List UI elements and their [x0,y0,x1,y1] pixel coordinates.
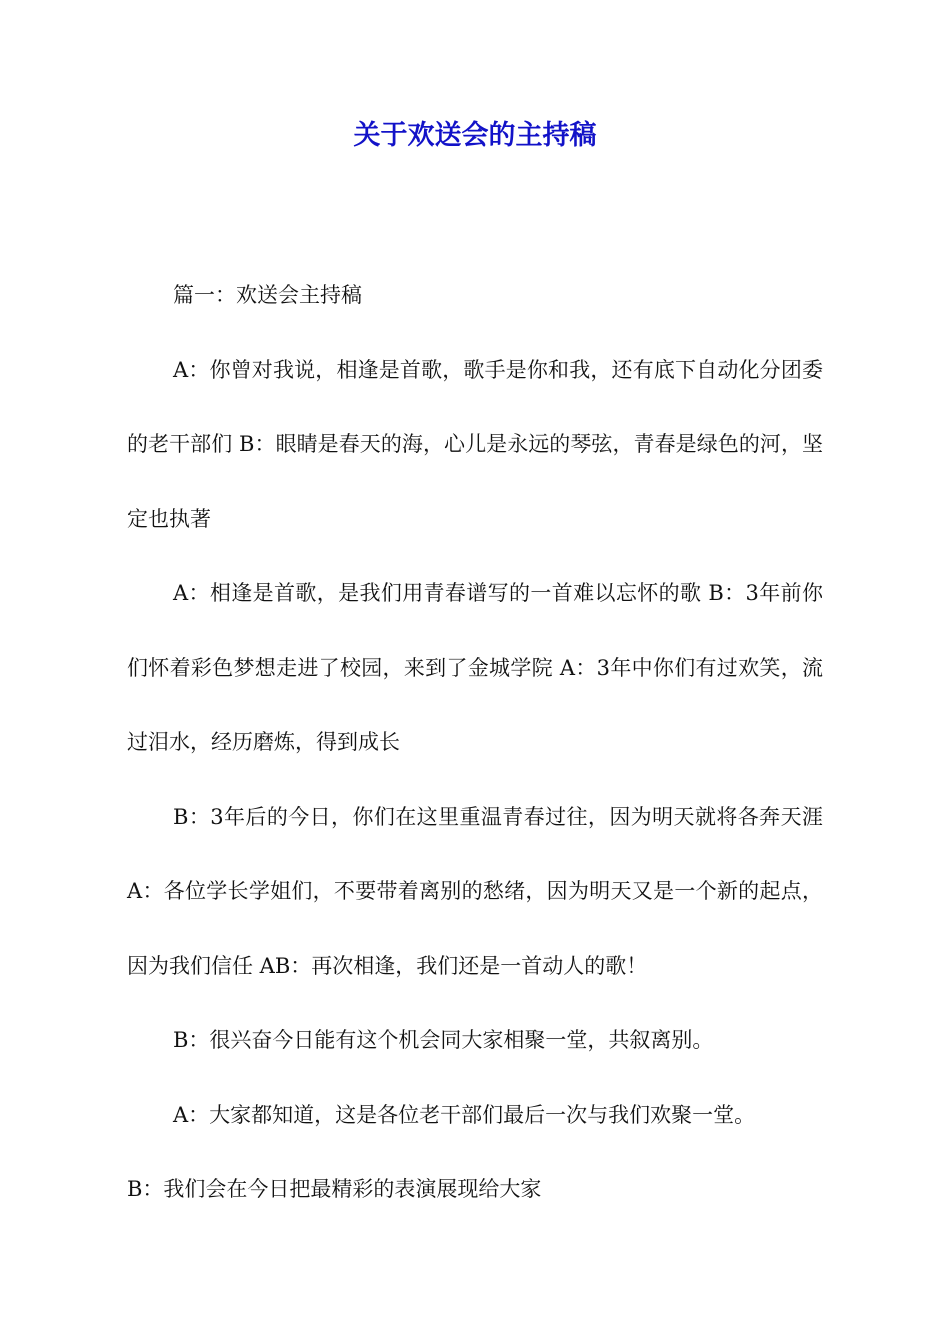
paragraph: A：你曾对我说，相逢是首歌，歌手是你和我，还有底下自动化分团委的老干部们 B：眼睛是春天的海，心儿是永远的琴弦，青春是绿色的河，坚定也执著 [127,357,823,531]
paragraph-last-line: B：我们会在今日把最精彩的表演展现给大家 [127,1177,542,1201]
paragraph: B：3年后的今日，你们在这里重温青春过往，因为明天就将各奔天涯 A：各位学长学姐们，不要带着离别的愁绪，因为明天又是一个新的起点，因为我们信任 AB：再次相逢，我们还是一首动人的歌！ [127,804,823,978]
paragraph: A：相逢是首歌，是我们用青春谱写的一首难以忘怀的歌 B：3年前你们怀着彩色梦想走进了校园，来到了金城学院 A：3年中你们有过欢笑，流过泪水，经历磨炼，得到成长 [127,581,823,754]
paragraph: B：很兴奋今日能有这个机会同大家相聚一堂，共叙离别。 [173,1028,714,1052]
document-body [127,258,823,1227]
paragraph: A：大家都知道，这是各位老干部们最后一次与我们欢聚一堂。 [173,1102,756,1127]
document-title: 关于欢送会的主持稿 [353,120,597,151]
section-heading: 篇一：欢送会主持稿 [173,283,362,307]
